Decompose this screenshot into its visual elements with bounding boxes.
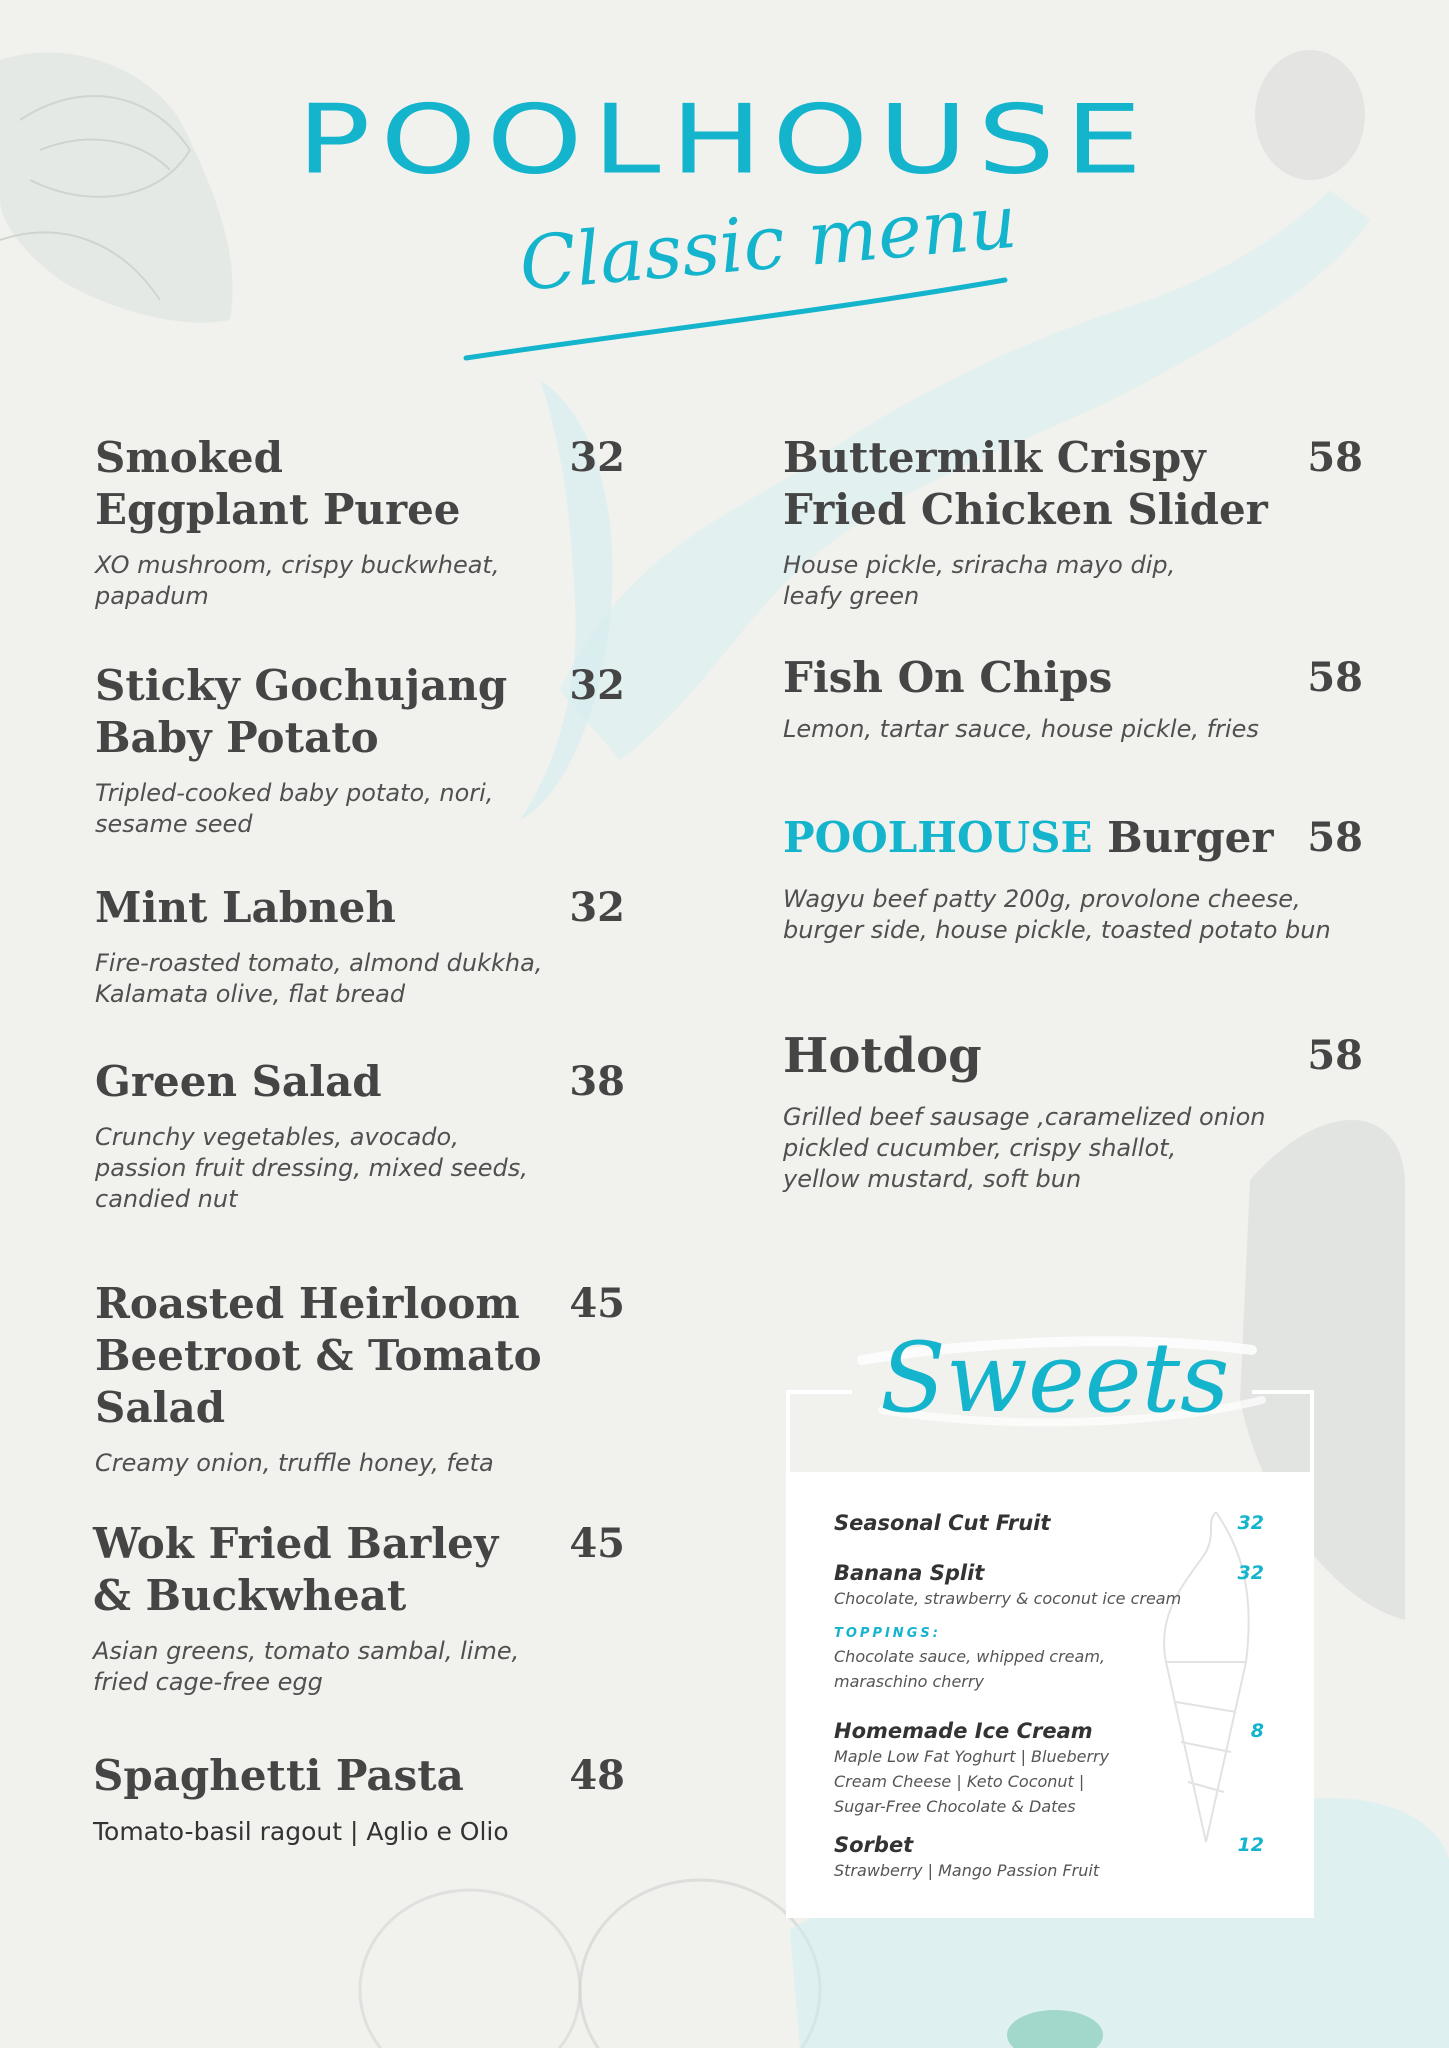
item-description [783, 884, 1363, 946]
subtitle-underline-stroke [460, 270, 1020, 370]
sweets-item-description [834, 1744, 1264, 1819]
sweets-item-price: 12 [1237, 1834, 1264, 1856]
item-name-line: Roasted Heirloom [95, 1279, 520, 1328]
item-price: 58 [1307, 434, 1363, 481]
item-description-line: Fire-roasted tomato, almond dukkha, [95, 949, 543, 977]
item-name-brand: POOLHOUSE [783, 813, 1093, 862]
item-price: 32 [569, 884, 625, 931]
item-price: 38 [569, 1058, 625, 1105]
item-name-line: Sticky Gochujang [95, 661, 508, 710]
sweets-item-description-line: Cream Cheese | Keto Coconut | [834, 1772, 1085, 1791]
item-description-line: pickled cucumber, crispy shallot, [783, 1134, 1177, 1162]
item-name [783, 1030, 1363, 1082]
menu-item-roasted-heirloom-beetroot-tomato-salad [95, 1278, 625, 1479]
item-price: 45 [569, 1280, 625, 1327]
brand-logo-text: POOLHOUSE [296, 84, 1153, 195]
item-description-line: papadum [95, 582, 209, 610]
item-name-line: Beetroot & Tomato [95, 1331, 542, 1380]
item-price: 32 [569, 662, 625, 709]
item-description-line: Grilled beef sausage ,caramelized onion [783, 1103, 1266, 1131]
menu-item-smoked-eggplant-puree [95, 432, 625, 612]
item-description-line: XO mushroom, crispy buckwheat, [95, 551, 500, 579]
item-name-line: Spaghetti Pasta [93, 1751, 464, 1800]
item-description-line: yellow mustard, soft bun [783, 1165, 1082, 1193]
sweets-item-seasonal-cut-fruit [834, 1510, 1264, 1536]
sweets-item-sorbet [834, 1832, 1264, 1883]
item-description-line: candied nut [95, 1185, 238, 1213]
item-description [95, 1122, 625, 1215]
sweets-item-description: Chocolate, strawberry & coconut ice cream [834, 1589, 1182, 1608]
item-description [93, 1636, 625, 1698]
toppings-description [834, 1644, 1264, 1694]
toppings-description-line: Chocolate sauce, whipped cream, [834, 1647, 1105, 1666]
item-description-line: fried cage-free egg [93, 1668, 323, 1696]
item-description [95, 550, 625, 612]
item-name-line: Green Salad [95, 1057, 382, 1106]
item-name-line: Wok Fried Barley [93, 1519, 499, 1568]
item-name [783, 812, 1363, 864]
sweets-item-name: Banana Split [834, 1561, 985, 1585]
item-name-line: Baby Potato [95, 713, 379, 762]
item-name-rest: Burger [1092, 813, 1274, 862]
menu-subtitle: Classic menu [516, 178, 1021, 308]
sweets-item-description-line: Sugar-Free Chocolate & Dates [834, 1797, 1076, 1816]
item-price: 32 [569, 434, 625, 481]
item-name [783, 652, 1363, 704]
toppings-label: TOPPINGS: [834, 1626, 941, 1641]
item-name-line: Smoked [95, 433, 283, 482]
sweets-item-name: Homemade Ice Cream [834, 1719, 1093, 1743]
item-description-line: Tripled-cooked baby potato, nori, [95, 779, 494, 807]
sweets-item-description-line: Maple Low Fat Yoghurt | Blueberry [834, 1747, 1110, 1766]
item-description-line: Wagyu beef patty 200g, provolone cheese, [783, 885, 1301, 913]
item-description-line: House pickle, sriracha mayo dip, [783, 551, 1176, 579]
item-description-line: Creamy onion, truffle honey, feta [95, 1449, 494, 1477]
sweets-item-description: Strawberry | Mango Passion Fruit [834, 1861, 1100, 1880]
item-description [783, 714, 1363, 745]
item-name-line: Fish On Chips [783, 653, 1113, 702]
sweets-item-name: Sorbet [834, 1833, 914, 1857]
item-description-line: passion fruit dressing, mixed seeds, [95, 1154, 528, 1182]
item-description-line: sesame seed [95, 810, 253, 838]
item-description-line: burger side, house pickle, toasted potato bun [783, 916, 1331, 944]
menu-item-spaghetti-pasta [93, 1750, 625, 1847]
item-description-line: leafy green [783, 582, 920, 610]
item-description-line: Asian greens, tomato sambal, lime, [93, 1637, 520, 1665]
menu-item-sticky-gochujang-baby-potato [95, 660, 625, 840]
item-description [783, 1102, 1363, 1195]
item-description-line: Tomato-basil ragout | Aglio e Olio [93, 1817, 509, 1846]
item-description [95, 948, 625, 1010]
sweets-card [786, 1472, 1314, 1918]
sweets-toppings [834, 1624, 1264, 1694]
item-price: 58 [1307, 654, 1363, 701]
sweets-section-title: Sweets [880, 1322, 1230, 1434]
item-price: 45 [569, 1520, 625, 1567]
item-description-line: Lemon, tartar sauce, house pickle, fries [783, 715, 1259, 743]
item-name [783, 432, 1363, 536]
item-price: 58 [1307, 814, 1363, 861]
sweets-item-price: 32 [1237, 1562, 1264, 1584]
item-name-line: Buttermilk Crispy [783, 433, 1206, 482]
item-name-line: Hotdog [783, 1028, 982, 1084]
sweets-item-banana-split [834, 1560, 1264, 1611]
item-name-line: Mint Labneh [95, 883, 396, 932]
menu-item-fish-on-chips [783, 652, 1363, 745]
menu-item-hotdog [783, 1030, 1363, 1195]
item-description [93, 1816, 625, 1847]
menu-item-green-salad [95, 1056, 625, 1215]
item-price: 48 [569, 1752, 625, 1799]
menu-item-wok-fried-barley-buckwheat [93, 1518, 625, 1698]
menu-item-buttermilk-crispy-fried-chicken-slider [783, 432, 1363, 612]
item-price: 58 [1307, 1032, 1363, 1079]
menu-item-poolhouse-burger [783, 812, 1363, 946]
item-description-line: Crunchy vegetables, avocado, [95, 1123, 459, 1151]
item-description [783, 550, 1363, 612]
menu-item-mint-labneh [95, 882, 625, 1010]
item-description [95, 1448, 625, 1479]
sweets-item-name: Seasonal Cut Fruit [834, 1511, 1051, 1535]
item-description [95, 778, 625, 840]
item-name-line: & Buckwheat [93, 1571, 407, 1620]
item-name-line: Eggplant Puree [95, 485, 461, 534]
toppings-description-line: maraschino cherry [834, 1672, 984, 1691]
item-name-line: Fried Chicken Slider [783, 485, 1268, 534]
item-name-line: Salad [95, 1383, 226, 1432]
sweets-item-homemade-ice-cream [834, 1718, 1264, 1819]
item-description-line: Kalamata olive, flat bread [95, 980, 406, 1008]
sweets-item-price: 32 [1237, 1512, 1264, 1534]
sweets-item-price: 8 [1250, 1720, 1264, 1742]
